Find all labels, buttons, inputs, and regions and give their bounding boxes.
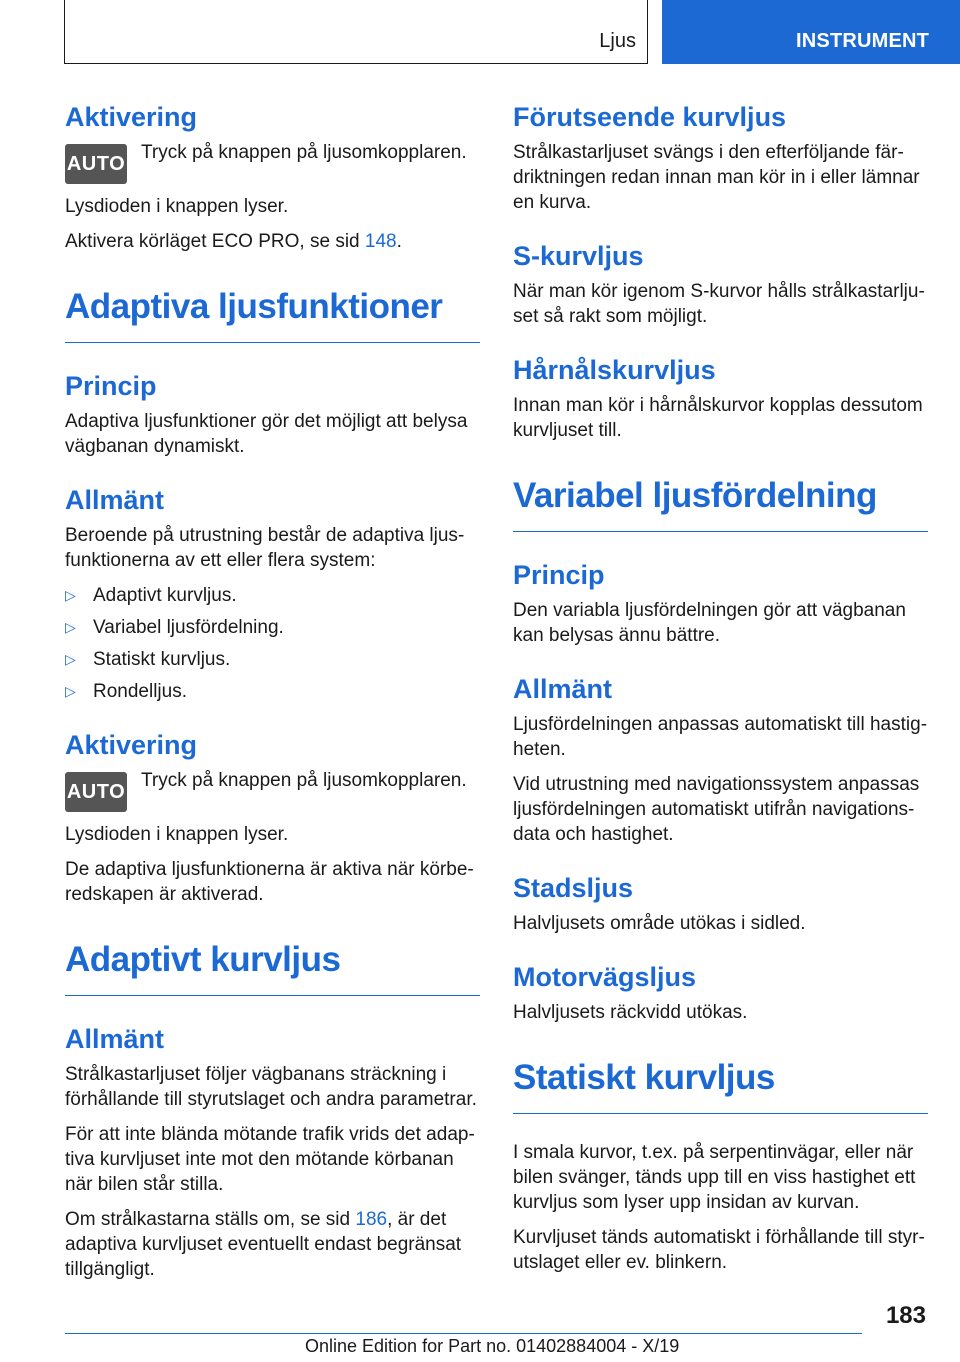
- left-column: [65, 100, 480, 1292]
- list-item: ▷ Variabel ljusfördelning.: [65, 617, 284, 638]
- paragraph: Strålkastarljuset följer vägbanans sträckning i förhållande till styrutslaget och andra parametrar.: [65, 1064, 477, 1110]
- heading-general: Allmänt: [513, 674, 613, 704]
- paragraph: Vid utrustning med navigationssystem anpassas ljusfördelningen automatiskt utifrån navigationsdata och hastighet.: [513, 774, 920, 845]
- auto-button-icon: AUTO: [65, 772, 127, 812]
- paragraph: Lysdioden i knappen lyser.: [65, 824, 289, 845]
- heading-principle: Princip: [513, 560, 605, 590]
- paragraph: När man kör igenom S-kurvor hålls strålkastarljuset så rakt som möjligt.: [513, 281, 925, 327]
- paragraph: Halvljusets område utökas i sidled.: [513, 913, 806, 934]
- list-item: ▷ Rondelljus.: [65, 681, 187, 702]
- header-chapter-tab: INSTRUMENT: [662, 0, 960, 64]
- heading-hairpin: Hårnålskurvljus: [513, 355, 716, 385]
- paragraph: I smala kurvor, t.ex. på serpentinvägar, eller när bilen svänger, tänds upp till en viss hastighet ett kurvljus som lyser upp insidan av kurvan.: [513, 1142, 916, 1213]
- section-title-static: Statiskt kurvljus: [513, 1057, 928, 1114]
- paragraph: För att inte blända mötande trafik vrids det adaptiva kurvljuset inte mot den mötande körbanan när bilen står stilla.: [65, 1124, 475, 1195]
- paragraph-with-link: Om strålkastarna ställs om, se sid 186, är det adaptiva kurvljuset eventuellt endast begränsat tillgängligt.: [65, 1209, 462, 1280]
- page-number: 183: [885, 1302, 926, 1329]
- paragraph: Strålkastarljuset svängs i den efterföljande färdriktningen redan innan man kör in i eller lämnar en kurva.: [513, 142, 920, 213]
- paragraph: De adaptiva ljusfunktionerna är aktiva när körberedskapen är aktiverad.: [65, 859, 474, 905]
- section-title-curve: Adaptivt kurvljus: [65, 939, 480, 996]
- section-title-variable: Variabel ljusfördelning: [513, 475, 928, 532]
- heading-city: Stadsljus: [513, 873, 634, 903]
- paragraph: Innan man kör i hårnålskurvor kopplas dessutom kurvljuset till.: [513, 395, 923, 441]
- heading-s-curve: S-kurvljus: [513, 241, 644, 271]
- paragraph: Lysdioden i knappen lyser.: [65, 196, 289, 217]
- header-section-title: Ljus: [599, 30, 636, 52]
- instruction-text: Tryck på knappen på ljusomkopplaren.: [141, 142, 467, 163]
- auto-button-icon: AUTO: [65, 144, 127, 184]
- heading-highway: Motorvägsljus: [513, 962, 697, 992]
- triangle-bullet-icon: ▷: [65, 619, 76, 635]
- list-item: ▷ Statiskt kurvljus.: [65, 649, 231, 670]
- page-reference-link[interactable]: 148: [364, 231, 397, 252]
- paragraph-with-link: Aktivera körläget ECO PRO, se sid 148.: [65, 231, 402, 252]
- section-title-adaptive: Adaptiva ljusfunktioner: [65, 286, 480, 343]
- footer-divider: [65, 1333, 862, 1334]
- paragraph: Den variabla ljusfördelningen gör att vägbanan kan belysas ännu bättre.: [513, 600, 906, 646]
- heading-general: Allmänt: [65, 1024, 165, 1054]
- triangle-bullet-icon: ▷: [65, 587, 76, 603]
- header-frame: [64, 0, 648, 64]
- paragraph: Halvljusets räckvidd utökas.: [513, 1002, 748, 1023]
- heading-predictive: Förutseende kurvljus: [513, 102, 787, 132]
- auto-button-instruction: [65, 140, 480, 184]
- paragraph: Kurvljuset tänds automatiskt i förhållande till styrutslaget eller ev. blinkern.: [513, 1227, 925, 1273]
- paragraph: Ljusfördelningen anpassas automatiskt till hastigheten.: [513, 714, 928, 760]
- triangle-bullet-icon: ▷: [65, 683, 76, 699]
- heading-principle: Princip: [65, 371, 157, 401]
- paragraph: Adaptiva ljusfunktioner gör det möjligt att belysa vägbanan dynamiskt.: [65, 411, 468, 457]
- heading-activation: Aktivering: [65, 102, 198, 132]
- triangle-bullet-icon: ▷: [65, 651, 76, 667]
- heading-activation: Aktivering: [65, 730, 198, 760]
- list-item: ▷ Adaptivt kurvljus.: [65, 585, 237, 606]
- paragraph: Beroende på utrustning består de adaptiva ljusfunktionerna av ett eller flera system:: [65, 525, 465, 571]
- instruction-text: Tryck på knappen på ljusomkopplaren.: [141, 770, 467, 791]
- right-column: [513, 100, 928, 1285]
- footer-edition: Online Edition for Part no. 01402884004 - X/19: [305, 1336, 680, 1356]
- heading-general: Allmänt: [65, 485, 165, 515]
- page-reference-link[interactable]: 186: [355, 1209, 388, 1230]
- auto-button-instruction: [65, 768, 480, 812]
- system-list: [65, 583, 480, 704]
